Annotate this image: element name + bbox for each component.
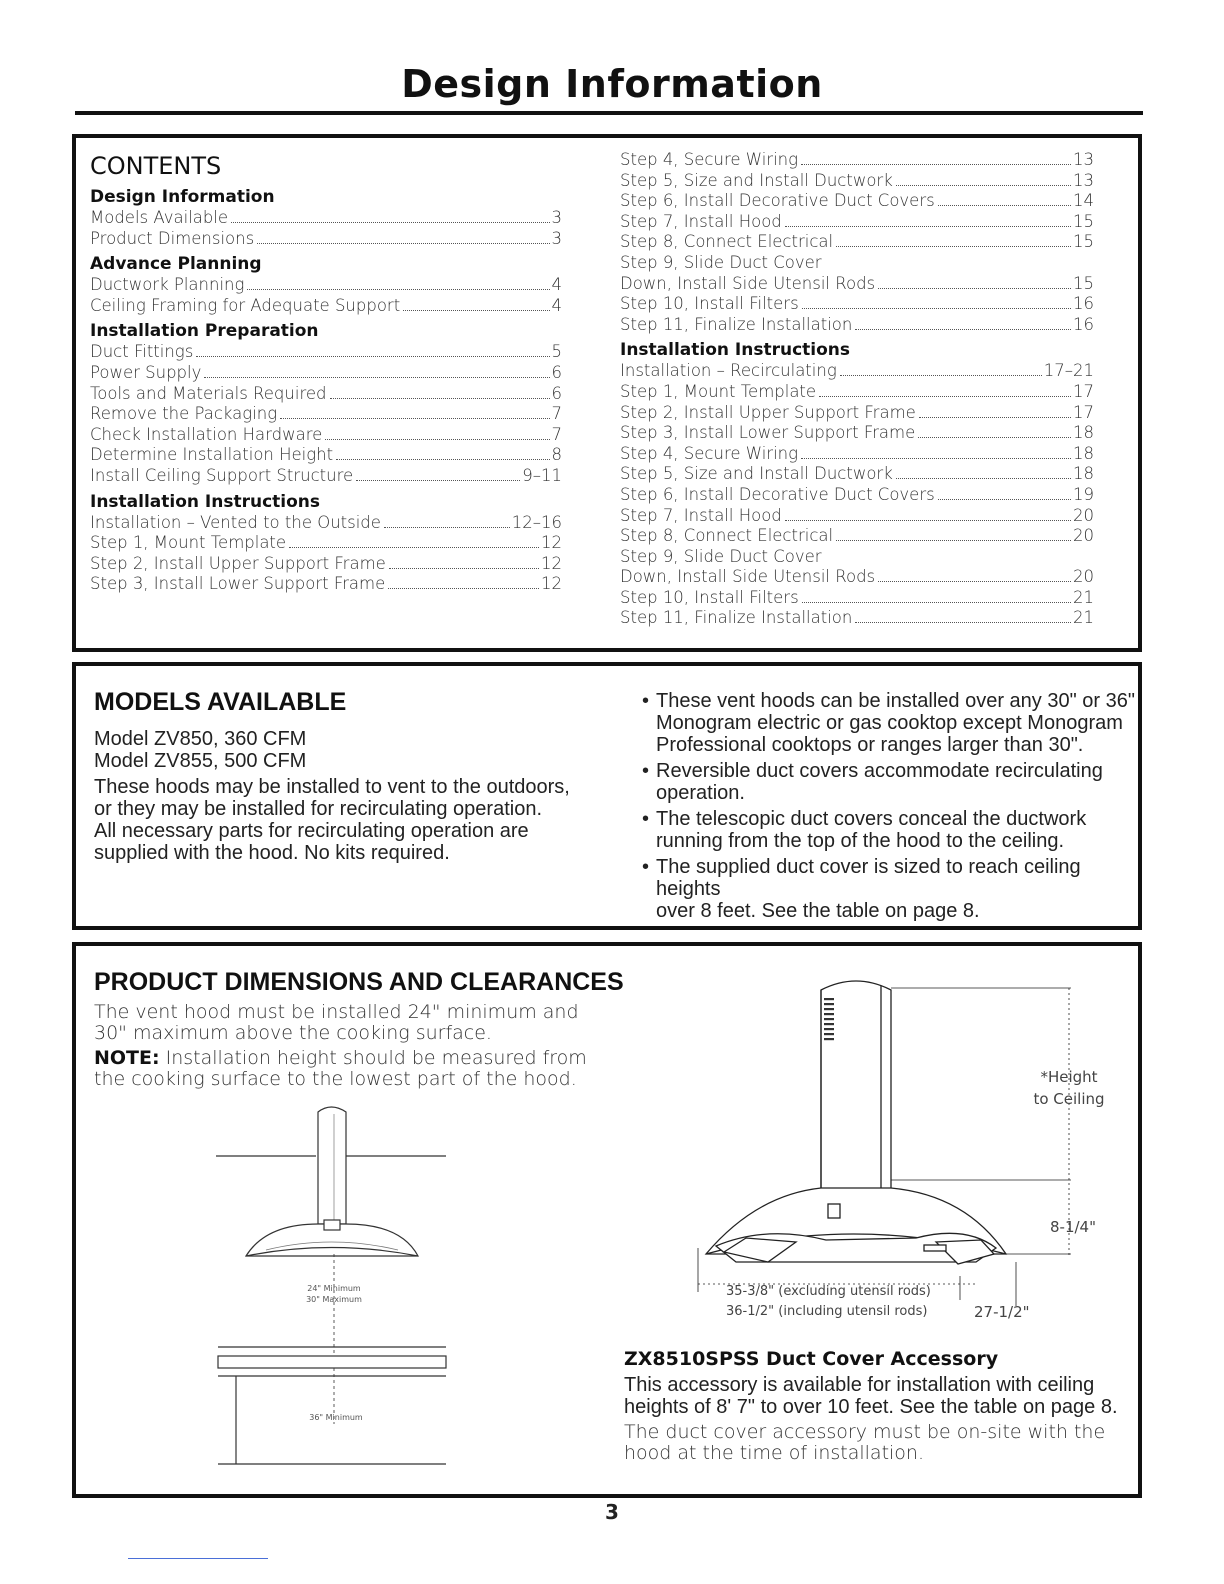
toc-entry-label: Duct Fittings bbox=[90, 342, 194, 362]
hood-dimensions-diagram bbox=[676, 970, 1136, 1330]
toc-entry-label: Step 3, Install Lower Support Frame bbox=[620, 423, 916, 443]
toc-entry-page: 17 bbox=[1073, 381, 1094, 401]
toc-entry-label: Step 11, Finalize Installation bbox=[620, 314, 853, 334]
toc-entry-label: Step 8, Connect Electrical bbox=[620, 526, 834, 546]
toc-entry[interactable] bbox=[620, 150, 1094, 171]
toc-entry-page: 3 bbox=[551, 228, 562, 248]
toc-entry-label: Down, Install Side Utensil Rods bbox=[620, 273, 876, 293]
toc-entry-page: 20 bbox=[1073, 567, 1094, 587]
toc-entry-page: 21 bbox=[1073, 608, 1094, 628]
toc-entry-page: 16 bbox=[1073, 314, 1094, 334]
toc-entry-label: Step 7, Install Hood bbox=[620, 505, 782, 525]
toc-entry-page: 14 bbox=[1073, 191, 1094, 211]
toc-entry-label: Step 10, Install Filters bbox=[620, 294, 799, 314]
toc-entry-page: 18 bbox=[1073, 423, 1094, 443]
toc-entry-label: Step 7, Install Hood bbox=[620, 211, 782, 231]
models-description-line: or they may be installed for recirculating operation. bbox=[94, 798, 543, 820]
toc-leader-dots bbox=[938, 499, 1071, 500]
toc-entry-label: Power Supply bbox=[90, 362, 202, 382]
toc-section-heading: Installation Instructions bbox=[620, 340, 851, 361]
toc-leader-dots bbox=[356, 480, 520, 481]
toc-leader-dots bbox=[878, 288, 1071, 289]
toc-entry-page: 7 bbox=[551, 424, 562, 444]
toc-leader-dots bbox=[389, 568, 539, 569]
toc-entry[interactable] bbox=[620, 485, 1094, 506]
toc-entry-label: Product Dimensions bbox=[90, 228, 255, 248]
toc-section-heading: Installation Preparation bbox=[90, 321, 319, 342]
toc-entry-page: 17–21 bbox=[1043, 361, 1094, 381]
toc-entry-label: Installation – Recirculating bbox=[620, 361, 837, 381]
toc-entry-label: Step 6, Install Decorative Duct Covers bbox=[620, 484, 935, 504]
dimensions-box bbox=[72, 942, 1142, 1498]
models-bullet-line: These vent hoods can be installed over any 30" or 36" bbox=[656, 690, 1135, 712]
toc-entry[interactable] bbox=[620, 567, 1094, 588]
toc-leader-dots bbox=[819, 396, 1071, 397]
toc-entry-label: Step 5, Size and Install Ductwork bbox=[620, 170, 893, 190]
models-description bbox=[94, 776, 570, 864]
toc-leader-dots bbox=[802, 602, 1071, 603]
footer-link-line bbox=[128, 1558, 268, 1559]
toc-leader-dots bbox=[855, 329, 1071, 330]
bullet-icon: • bbox=[642, 856, 650, 878]
toc-leader-dots bbox=[918, 437, 1071, 438]
toc-entry[interactable] bbox=[90, 404, 562, 425]
height-to-ceiling-label: to Ceiling bbox=[1033, 1090, 1105, 1108]
note-line: Installation height should be measured from bbox=[159, 1047, 587, 1069]
toc-section-heading: Advance Planning bbox=[90, 254, 262, 275]
min-width-label: 36" Minimum bbox=[309, 1413, 363, 1422]
toc-entry-page: 4 bbox=[551, 275, 562, 295]
dimensions-intro bbox=[94, 1002, 579, 1044]
models-bullet-line: The supplied duct cover is sized to reach ceiling heights bbox=[656, 856, 1081, 900]
toc-entry-label: Ceiling Framing for Adequate Support bbox=[90, 295, 401, 315]
toc-entry-label: Step 1, Mount Template bbox=[90, 533, 287, 553]
models-bullet bbox=[642, 856, 1142, 922]
toc-entry-label: Step 6, Install Decorative Duct Covers bbox=[620, 191, 935, 211]
toc-entry[interactable] bbox=[90, 363, 562, 384]
toc-entry-label: Step 3, Install Lower Support Frame bbox=[90, 574, 386, 594]
models-bullet-line: Professional cooktops or ranges larger than 30". bbox=[656, 734, 1084, 756]
toc-leader-dots bbox=[840, 375, 1042, 376]
toc-leader-dots bbox=[802, 308, 1071, 309]
toc-entry[interactable] bbox=[620, 403, 1094, 424]
toc-entry-page: 18 bbox=[1073, 443, 1094, 463]
dimensions-title: PRODUCT DIMENSIONS AND CLEARANCES bbox=[94, 968, 624, 996]
toc-entry[interactable] bbox=[620, 444, 1094, 465]
width-including-label: 36-1/2" (including utensil rods) bbox=[726, 1304, 928, 1319]
accessory-title: ZX8510SPSS Duct Cover Accessory bbox=[624, 1348, 999, 1370]
toc-entry-label: Down, Install Side Utensil Rods bbox=[620, 567, 876, 587]
toc-entry-page: 17 bbox=[1073, 402, 1094, 422]
toc-entry-label: Step 4, Secure Wiring bbox=[620, 443, 799, 463]
models-description-line: These hoods may be installed to vent to the outdoors, bbox=[94, 776, 570, 798]
toc-entry[interactable] bbox=[90, 466, 562, 487]
toc-entry[interactable] bbox=[620, 361, 1094, 382]
toc-entry[interactable] bbox=[620, 526, 1094, 547]
toc-leader-dots bbox=[257, 243, 549, 244]
toc-entry-label: Step 5, Size and Install Ductwork bbox=[620, 464, 893, 484]
toc-entry-label: Step 1, Mount Template bbox=[620, 381, 817, 401]
models-bullet-line: Monogram electric or gas cooktop except Monogram bbox=[656, 712, 1123, 734]
toc-entry-label: Ductwork Planning bbox=[90, 275, 245, 295]
min-height-label: 24" Minimum bbox=[307, 1284, 361, 1293]
toc-entry-page: 15 bbox=[1073, 232, 1094, 252]
toc-leader-dots bbox=[785, 226, 1071, 227]
toc-leader-dots bbox=[896, 478, 1071, 479]
toc-leader-dots bbox=[785, 520, 1071, 521]
toc-entry-page: 21 bbox=[1073, 587, 1094, 607]
model-zv850: Model ZV850, 360 CFM bbox=[94, 728, 307, 750]
models-bullet-line: over 8 feet. See the table on page 8. bbox=[656, 900, 980, 922]
toc-leader-dots bbox=[280, 418, 549, 419]
toc-entry-page: 12 bbox=[541, 533, 562, 553]
toc-leader-dots bbox=[919, 417, 1071, 418]
toc-entry-page: 13 bbox=[1073, 150, 1094, 169]
model-zv855: Model ZV855, 500 CFM bbox=[94, 750, 307, 772]
width-excluding-label: 35-3/8" (excluding utensil rods) bbox=[726, 1284, 931, 1299]
toc-leader-dots bbox=[289, 547, 539, 548]
models-bullet bbox=[642, 760, 1142, 804]
models-bullet-line: operation. bbox=[656, 782, 745, 804]
models-bullet-list bbox=[642, 690, 1142, 926]
toc-entry-page: 6 bbox=[551, 362, 562, 382]
toc-entry-label: Installation – Vented to the Outside bbox=[90, 512, 381, 532]
toc-entry[interactable] bbox=[620, 588, 1094, 609]
accessory-line: heights of 8' 7" to over 10 feet. See the table on page 8. bbox=[624, 1396, 1118, 1418]
models-bullet-line: Reversible duct covers accommodate recirculating bbox=[656, 760, 1103, 782]
toc-entry-page: 6 bbox=[551, 383, 562, 403]
toc-leader-dots bbox=[801, 458, 1071, 459]
models-bullet bbox=[642, 808, 1142, 852]
toc-leader-dots bbox=[330, 398, 550, 399]
toc-entry[interactable] bbox=[620, 191, 1094, 212]
accessory-note-line: hood at the time of installation. bbox=[624, 1442, 925, 1464]
accessory-line: This accessory is available for installation with ceiling bbox=[624, 1374, 1095, 1396]
toc-entry[interactable] bbox=[90, 554, 562, 575]
toc-leader-dots bbox=[836, 246, 1071, 247]
toc-entry[interactable] bbox=[90, 384, 562, 405]
toc-entry[interactable] bbox=[90, 296, 562, 317]
toc-leader-dots bbox=[388, 588, 539, 589]
toc-entry-page: 15 bbox=[1073, 273, 1094, 293]
depth-label: 27-1/2" bbox=[974, 1303, 1030, 1321]
toc-entry-label: Remove the Packaging bbox=[90, 404, 278, 424]
toc-entry[interactable] bbox=[90, 425, 562, 446]
toc-entry[interactable] bbox=[620, 464, 1094, 485]
accessory-note bbox=[624, 1422, 1105, 1464]
toc-entry[interactable] bbox=[90, 229, 562, 250]
toc-entry-label: Step 8, Connect Electrical bbox=[620, 232, 834, 252]
toc-entry-page: 12 bbox=[541, 574, 562, 594]
toc-leader-dots bbox=[855, 622, 1071, 623]
toc-entry-page: 16 bbox=[1073, 294, 1094, 314]
toc-entry-label: Step 2, Install Upper Support Frame bbox=[620, 402, 916, 422]
toc-entry[interactable] bbox=[620, 253, 1094, 274]
toc-entry[interactable] bbox=[620, 274, 1094, 295]
toc-entry-label: Step 2, Install Upper Support Frame bbox=[90, 553, 386, 573]
toc-left-list bbox=[90, 186, 562, 595]
dimensions-note bbox=[94, 1048, 587, 1090]
toc-entry[interactable] bbox=[90, 533, 562, 554]
toc-entry-page: 3 bbox=[551, 208, 562, 227]
toc-entry-page: 4 bbox=[551, 295, 562, 315]
toc-entry-page: 9–11 bbox=[522, 465, 562, 485]
toc-entry-page: 15 bbox=[1073, 211, 1094, 231]
models-bullet-line: running from the top of the hood to the ceiling. bbox=[656, 830, 1065, 852]
bullet-icon: • bbox=[642, 760, 650, 782]
bullet-icon: • bbox=[642, 690, 650, 712]
toc-entry[interactable] bbox=[620, 423, 1094, 444]
toc-entry[interactable] bbox=[90, 574, 562, 595]
toc-right-list bbox=[620, 150, 1094, 629]
note-label: NOTE: bbox=[94, 1047, 160, 1069]
toc-leader-dots bbox=[384, 527, 510, 528]
models-title: MODELS AVAILABLE bbox=[94, 688, 347, 716]
toc-right-column bbox=[620, 150, 1094, 629]
toc-leader-dots bbox=[938, 205, 1071, 206]
toc-entry-page: 12 bbox=[541, 553, 562, 573]
toc-entry-page: 13 bbox=[1073, 170, 1094, 190]
toc-entry[interactable] bbox=[90, 342, 562, 363]
toc-leader-dots bbox=[896, 185, 1071, 186]
toc-leader-dots bbox=[801, 164, 1071, 165]
toc-entry[interactable] bbox=[620, 315, 1094, 336]
note-line: the cooking surface to the lowest part of the hood. bbox=[94, 1068, 577, 1090]
toc-leader-dots bbox=[247, 289, 549, 290]
toc-entry-label: Step 9, Slide Duct Cover bbox=[620, 546, 822, 566]
toc-entry[interactable] bbox=[620, 212, 1094, 233]
toc-entry[interactable] bbox=[620, 232, 1094, 253]
models-box bbox=[72, 662, 1142, 930]
toc-entry-label: Step 4, Secure Wiring bbox=[620, 150, 799, 169]
toc-entry-page: 18 bbox=[1073, 464, 1094, 484]
toc-leader-dots bbox=[878, 581, 1071, 582]
toc-entry-page: 7 bbox=[551, 404, 562, 424]
toc-entry[interactable] bbox=[90, 513, 562, 534]
toc-leader-dots bbox=[336, 459, 549, 460]
toc-leader-dots bbox=[403, 310, 549, 311]
accessory-description bbox=[624, 1374, 1118, 1418]
toc-entry[interactable] bbox=[90, 275, 562, 296]
accessory-note-line: The duct cover accessory must be on-site with the bbox=[624, 1421, 1106, 1443]
dimensions-intro-line: 30" maximum above the cooking surface. bbox=[94, 1022, 492, 1044]
toc-entry[interactable] bbox=[90, 208, 562, 229]
dimensions-intro-line: The vent hood must be installed 24" minimum and bbox=[94, 1001, 579, 1023]
toc-section-heading: Design Information bbox=[90, 187, 275, 207]
toc-entry-label: Models Available bbox=[90, 208, 229, 227]
models-description-line: All necessary parts for recirculating operation are bbox=[94, 820, 529, 842]
toc-entry-page: 5 bbox=[551, 342, 562, 362]
toc-entry-label: Install Ceiling Support Structure bbox=[90, 465, 354, 485]
toc-entry-page: 19 bbox=[1073, 484, 1094, 504]
toc-entry-label: Step 11, Finalize Installation bbox=[620, 608, 853, 628]
contents-heading: CONTENTS bbox=[90, 152, 222, 180]
toc-entry[interactable] bbox=[620, 171, 1094, 192]
bullet-icon: • bbox=[642, 808, 650, 830]
toc-entry[interactable] bbox=[620, 608, 1094, 629]
toc-entry-label: Determine Installation Height bbox=[90, 445, 334, 465]
models-bullet-line: The telescopic duct covers conceal the ductwork bbox=[656, 808, 1087, 830]
toc-entry-label: Step 10, Install Filters bbox=[620, 587, 799, 607]
toc-leader-dots bbox=[196, 356, 549, 357]
models-bullet bbox=[642, 690, 1142, 756]
dim-8-1-4-label: 8-1/4" bbox=[1050, 1218, 1096, 1236]
toc-leader-dots bbox=[204, 377, 549, 378]
page-title: Design Information bbox=[401, 62, 823, 106]
toc-entry[interactable] bbox=[620, 294, 1094, 315]
max-height-label: 30" Maximum bbox=[306, 1295, 362, 1304]
page-number: 3 bbox=[605, 1500, 619, 1524]
toc-leader-dots bbox=[836, 540, 1071, 541]
toc-entry[interactable] bbox=[620, 506, 1094, 527]
toc-entry-page: 12–16 bbox=[511, 512, 562, 532]
toc-entry[interactable] bbox=[620, 547, 1094, 568]
chimney-cover bbox=[318, 1107, 346, 1224]
hood-side-elevation-diagram bbox=[206, 1094, 586, 1474]
toc-entry-page: 20 bbox=[1073, 526, 1094, 546]
height-to-ceiling-label: *Height bbox=[1040, 1068, 1098, 1086]
toc-entry-label: Check Installation Hardware bbox=[90, 424, 323, 444]
title-rule bbox=[75, 111, 1143, 115]
toc-entry-page: 20 bbox=[1073, 505, 1094, 525]
toc-left-column bbox=[90, 150, 562, 595]
contents-box bbox=[72, 134, 1142, 652]
toc-entry-page: 8 bbox=[551, 445, 562, 465]
toc-section-heading: Installation Instructions bbox=[90, 491, 321, 512]
toc-entry-label: Step 9, Slide Duct Cover bbox=[620, 252, 822, 272]
toc-leader-dots bbox=[231, 222, 549, 223]
toc-leader-dots bbox=[325, 439, 549, 440]
toc-entry[interactable] bbox=[620, 382, 1094, 403]
toc-entry-label: Tools and Materials Required bbox=[90, 383, 327, 403]
toc-entry[interactable] bbox=[90, 445, 562, 466]
models-description-line: supplied with the hood. No kits required. bbox=[94, 842, 450, 864]
